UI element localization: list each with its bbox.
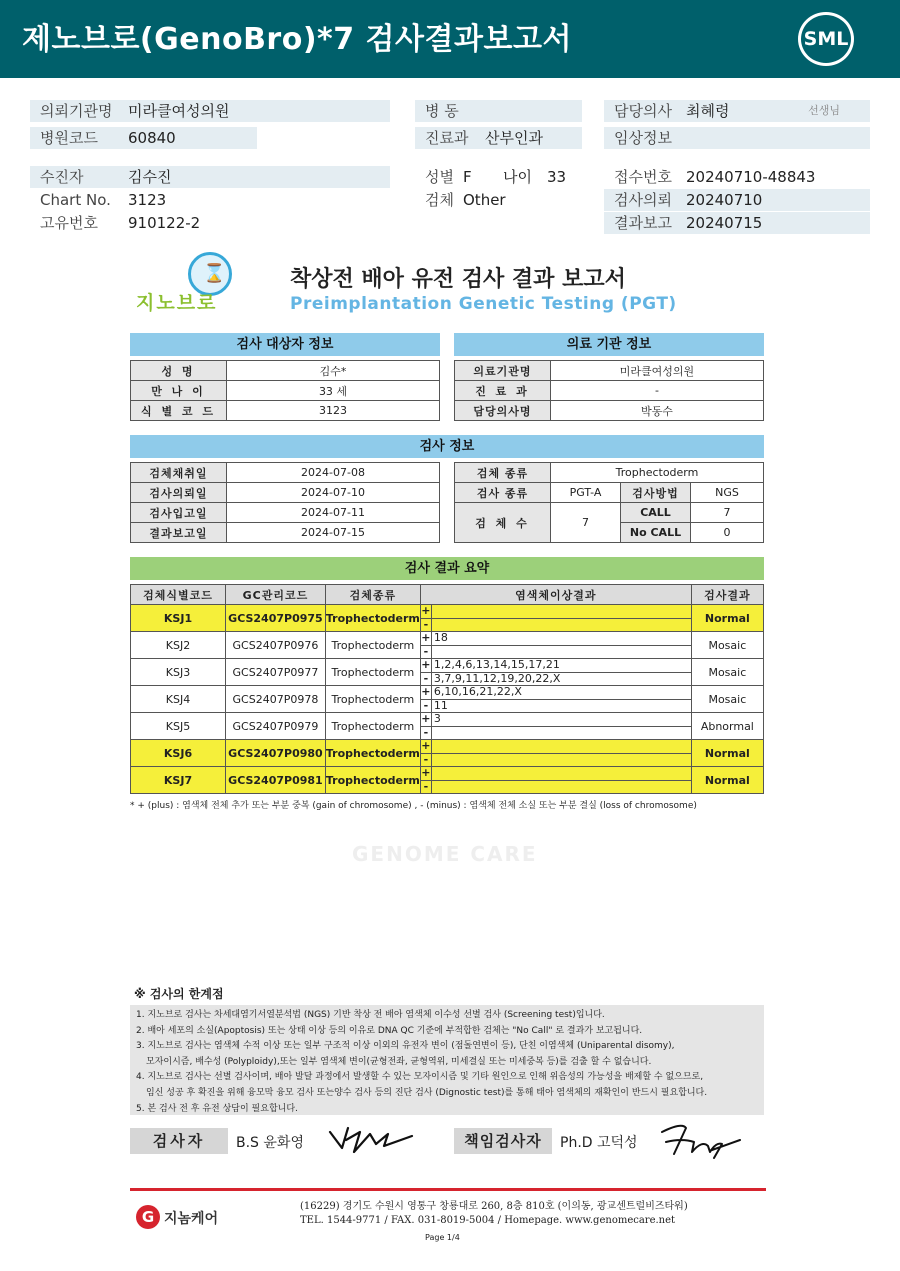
hourglass-icon: ⌛ [188,252,232,296]
test-sample-table: 검체 종류 Trophectoderm 검사 종류 PGT-A 검사방법 NGS 검 체 수 7 CALL 7 No CALL 0 [454,462,764,543]
sample-id-cell: KSJ5 [131,713,226,740]
plus-sign: + [421,713,431,725]
limitations-title: ※ 검사의 한계점 [134,987,224,1001]
meta-chart-no: Chart No. 3123 [40,191,167,209]
header-bar [0,0,900,78]
gain-line [421,605,691,618]
minus-sign: - [421,781,432,793]
sample-type-cell: Trophectoderm [325,605,420,632]
gain-chromosomes: 1,2,4,6,13,14,15,17,21 [433,659,560,671]
meta-receipt-no: 접수번호 20240710-48843 [614,168,816,186]
sml-logo: SML [798,12,854,66]
genobro-logo: ⌛ 지노브로 [132,252,242,314]
chief-examiner-signature [652,1120,744,1160]
limitation-item: 5. 본 검사 전 후 유전 상담이 필요합니다. [136,1103,298,1114]
results-table [130,584,764,794]
limitation-item: 임신 성공 후 확진을 위해 융모막 융모 검사 또는양수 검사 등의 진단 검사 (Dignostic test)를 통해 태아 염색체의 재확인이 반드시 필요합니다. [146,1087,708,1098]
gain-chromosomes: 18 [433,632,448,644]
minus-sign: - [421,700,432,712]
limitation-item: 3. 지노브로 검사는 염색체 수적 이상 또는 일부 구조적 이상 이외의 유전자 변이 (점돌연변이 등), 단친 이염색체 (Uniparental disomy), [136,1041,675,1052]
loss-chromosomes [432,780,434,793]
result-row [131,605,764,632]
loss-chromosomes [432,645,434,658]
limitation-item: 4. 지노브로 검사는 선별 검사이며, 배아 발달 과정에서 발생할 수 있는 모자이시즘 및 기타 원인으로 인해 위음성의 가능성을 배제할 수 없으므로, [136,1072,704,1083]
gain-chromosomes [432,767,434,779]
sample-id-cell: KSJ2 [131,632,226,659]
result-row [131,767,764,794]
minus-sign: - [421,727,432,739]
chromosome-result-cell [420,713,691,740]
examiner-name: B.S 윤화영 [236,1135,304,1151]
loss-line [421,726,691,739]
meta-request-date: 검사의뢰 20240710 [604,189,870,211]
gc-code-cell: GCS2407P0981 [226,767,326,794]
results-header-row: 검체식별코드 GC관리코드 검체종류 염색체이상결과 검사결과 [131,585,764,605]
meta-clinical: 임상정보 [604,127,870,149]
gain-chromosomes [432,740,434,752]
loss-line [421,780,691,793]
genomecare-logo: G 지놈케어 [136,1205,256,1229]
gc-code-cell: GCS2407P0975 [226,605,326,632]
minus-sign: - [421,754,432,766]
limitation-item: 모자이시즘, 배수성 (Polyploidy),또는 일부 염색체 변이(균형전좌, 균형역위, 미세결실 또는 미세중복 등)를 검출 할 수 없습니다. [146,1056,652,1067]
results-summary-header: 검사 결과 요약 [130,557,764,580]
plus-sign: + [421,632,431,644]
subject-info-header: 검사 대상자 정보 [130,333,440,356]
result-row [131,659,764,686]
results-footnote: * + (plus) : 염색체 전체 추가 또는 부분 중복 (gain of chromosome) , - (minus) : 염색체 전체 소실 또는 부분 결실 (loss of chromosome) [130,801,697,811]
minus-sign: - [421,619,432,631]
institution-info-table: 의료기관명 미라클여성의원 진 료 과 - 담당의사명 박동수 [454,360,764,421]
loss-chromosomes: 11 [433,699,448,712]
sample-type-cell: Trophectoderm [325,713,420,740]
loss-line [421,618,691,631]
minus-sign: - [421,673,432,685]
loss-line [421,645,691,658]
meta-dept: 진료과 산부인과 [415,127,582,149]
result-cell: Normal [691,740,763,767]
loss-chromosomes [432,753,434,766]
chromosome-result-cell [420,686,691,713]
genomecare-g-icon: G [136,1205,160,1229]
examiner-label: 검사자 [130,1128,228,1154]
meta-unique-no: 고유번호 910122-2 [40,214,201,232]
meta-hospital-code: 병원코드 60840 [30,127,257,149]
chromosome-result-cell [420,605,691,632]
result-cell: Normal [691,767,763,794]
limitation-item: 1. 지노브로 검사는 차세대염기서열분석법 (NGS) 기반 착상 전 배아 염색체 이수성 선별 검사 (Screening test)입니다. [136,1010,605,1020]
result-row [131,740,764,767]
sample-type-cell: Trophectoderm [325,632,420,659]
genome-care-watermark: GENOME CARE [352,842,538,866]
gc-code-cell: GCS2407P0978 [226,686,326,713]
result-cell: Mosaic [691,659,763,686]
meta-sex-age: 성별 F 나이 33 [425,168,567,186]
chromosome-result-cell [420,632,691,659]
result-row [131,713,764,740]
sample-type-cell: Trophectoderm [325,767,420,794]
plus-sign: + [421,659,431,671]
gain-line [421,686,691,699]
institution-info-header: 의료 기관 정보 [454,333,764,356]
loss-line [421,699,691,712]
meta-ward: 병 동 [415,100,582,122]
meta-report-date: 결과보고 20240715 [604,212,870,234]
plus-sign: + [421,605,431,617]
gc-code-cell: GCS2407P0977 [226,659,326,686]
plus-sign: + [421,740,431,752]
loss-chromosomes: 3,7,9,11,12,19,20,22,X [433,672,561,685]
limitations-box [130,1005,764,1115]
sample-type-cell: Trophectoderm [325,659,420,686]
gain-line [421,632,691,645]
chromosome-result-cell [420,659,691,686]
result-cell: Abnormal [691,713,763,740]
report-subheading: Preimplantation Genetic Testing (PGT) [290,294,677,314]
meta-hospital: 의뢰기관명 미라클여성의원 [30,100,390,122]
examiner-signature [326,1122,416,1158]
subject-info-table: 성 명 김수* 만 나 이 33 세 식 별 코 드 3123 [130,360,440,421]
gain-line [421,659,691,672]
page-number: Page 1/4 [425,1233,460,1242]
report-heading: 착상전 배아 유전 검사 결과 보고서 [290,267,626,292]
sample-id-cell: KSJ7 [131,767,226,794]
result-row [131,686,764,713]
sample-id-cell: KSJ4 [131,686,226,713]
result-cell: Mosaic [691,632,763,659]
result-row [131,632,764,659]
result-cell: Normal [691,605,763,632]
meta-patient: 수진자 김수진 [30,166,390,188]
minus-sign: - [421,646,432,658]
gc-code-cell: GCS2407P0979 [226,713,326,740]
limitation-item: 2. 배아 세포의 소실(Apoptosis) 또는 상태 이상 등의 이유로 DNA QC 기준에 부적합한 검체는 "No Call" 로 결과가 보고됩니다. [136,1025,643,1036]
loss-line [421,672,691,685]
gain-line [421,767,691,780]
sample-type-cell: Trophectoderm [325,740,420,767]
gc-code-cell: GCS2407P0980 [226,740,326,767]
chromosome-result-cell [420,740,691,767]
report-title: 제노브로(GenoBro)*7 검사결과보고서 [22,22,572,57]
result-cell: Mosaic [691,686,763,713]
test-info-header: 검사 정보 [130,435,764,458]
gc-code-cell: GCS2407P0976 [226,632,326,659]
loss-chromosomes [432,726,434,739]
test-dates-table: 검체채취일 2024-07-08 검사의뢰일 2024-07-10 검사입고일 2024-07-11 결과보고일 2024-07-15 [130,462,440,543]
meta-specimen: 검체 Other [425,191,506,209]
meta-doctor: 담당의사 최혜령 선생님 [604,100,870,122]
chromosome-result-cell [420,767,691,794]
loss-line [421,753,691,766]
footer-divider [130,1188,766,1191]
sample-id-cell: KSJ1 [131,605,226,632]
sample-id-cell: KSJ6 [131,740,226,767]
gain-chromosomes: 6,10,16,21,22,X [433,686,522,698]
chief-examiner-label: 책임검사자 [454,1128,552,1154]
gain-chromosomes: 3 [433,713,441,725]
chief-examiner-name: Ph.D 고덕성 [560,1135,638,1151]
loss-chromosomes [432,618,434,631]
gain-line [421,740,691,753]
footer-address: (16229) 경기도 수원시 영통구 창룡대로 260, 8층 810호 (이의동, 광교센트럴비즈타워) TEL. 1544-9771 / FAX. 031-8019-5004 / Homepage. www.genomecare.net [300,1201,688,1226]
sample-type-cell: Trophectoderm [325,686,420,713]
plus-sign: + [421,686,431,698]
gain-line [421,713,691,726]
plus-sign: + [421,767,431,779]
sample-id-cell: KSJ3 [131,659,226,686]
gain-chromosomes [432,605,434,617]
